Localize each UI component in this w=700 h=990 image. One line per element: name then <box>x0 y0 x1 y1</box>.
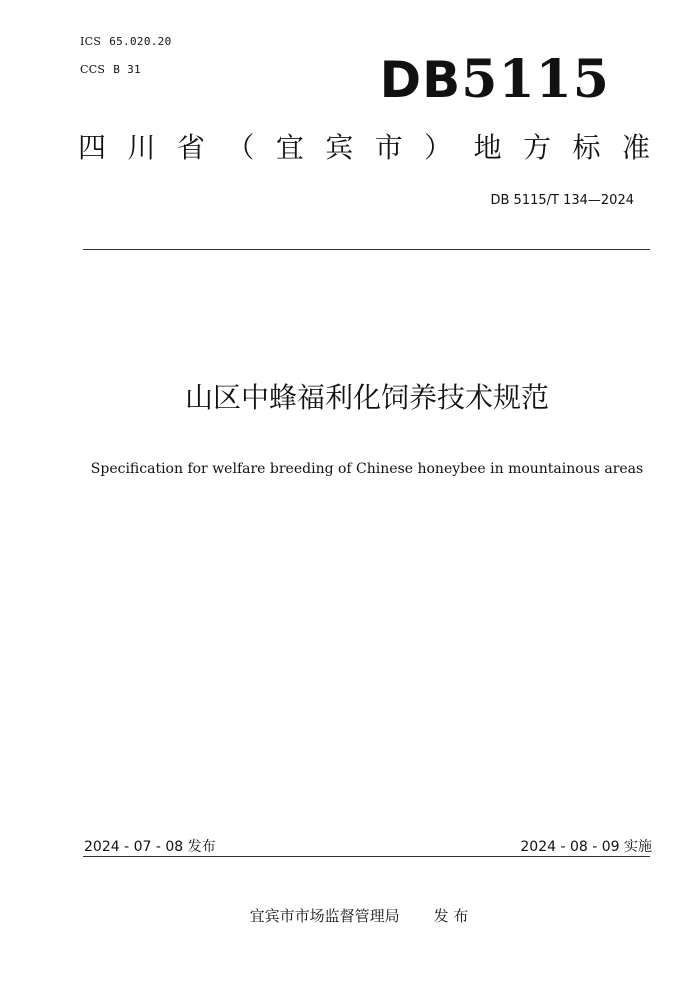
issuer <box>0 905 700 926</box>
ccs-number: B 31 <box>113 63 141 76</box>
region-heading-char: 省 <box>176 131 205 164</box>
ccs-label: CCS <box>80 63 106 76</box>
region-heading-char: ） <box>424 131 453 164</box>
ics-code <box>80 35 172 48</box>
top-divider <box>83 249 650 250</box>
ics-number: 65.020.20 <box>109 35 172 48</box>
region-heading-char: （ <box>226 131 255 164</box>
standard-code-prefix: DB <box>379 51 462 109</box>
english-title: Specification for welfare breeding of Chinese honeybee in mountainous areas <box>90 461 644 477</box>
implement-date: 2024 - 08 - 09 实施 <box>520 839 652 855</box>
standard-code-number: 5115 <box>461 49 610 110</box>
region-heading-char: 地 <box>473 131 502 164</box>
standard-code-logo <box>370 49 610 110</box>
issuer-organization: 宜宾市市场监督管理局 <box>249 907 400 925</box>
chinese-title: 山区中蜂福利化饲养技术规范 <box>184 381 549 414</box>
region-heading-char: 宾 <box>325 131 354 164</box>
region-heading-char: 川 <box>127 131 156 164</box>
region-heading-char: 方 <box>523 131 552 164</box>
region-heading-char: 市 <box>374 131 403 164</box>
ccs-code <box>80 63 141 76</box>
bottom-divider <box>83 856 650 857</box>
issuer-action: 发 布 <box>433 907 469 925</box>
region-heading-char: 四 <box>78 131 107 164</box>
region-heading-char: 宜 <box>275 131 304 164</box>
ics-label: ICS <box>80 35 102 48</box>
region-heading-char: 准 <box>621 131 650 164</box>
standard-number: DB 5115/T 134—2024 <box>490 193 634 208</box>
publish-date: 2024 - 07 - 08 发布 <box>84 839 216 855</box>
region-heading-char: 标 <box>572 131 601 164</box>
region-standard-heading <box>78 131 650 164</box>
